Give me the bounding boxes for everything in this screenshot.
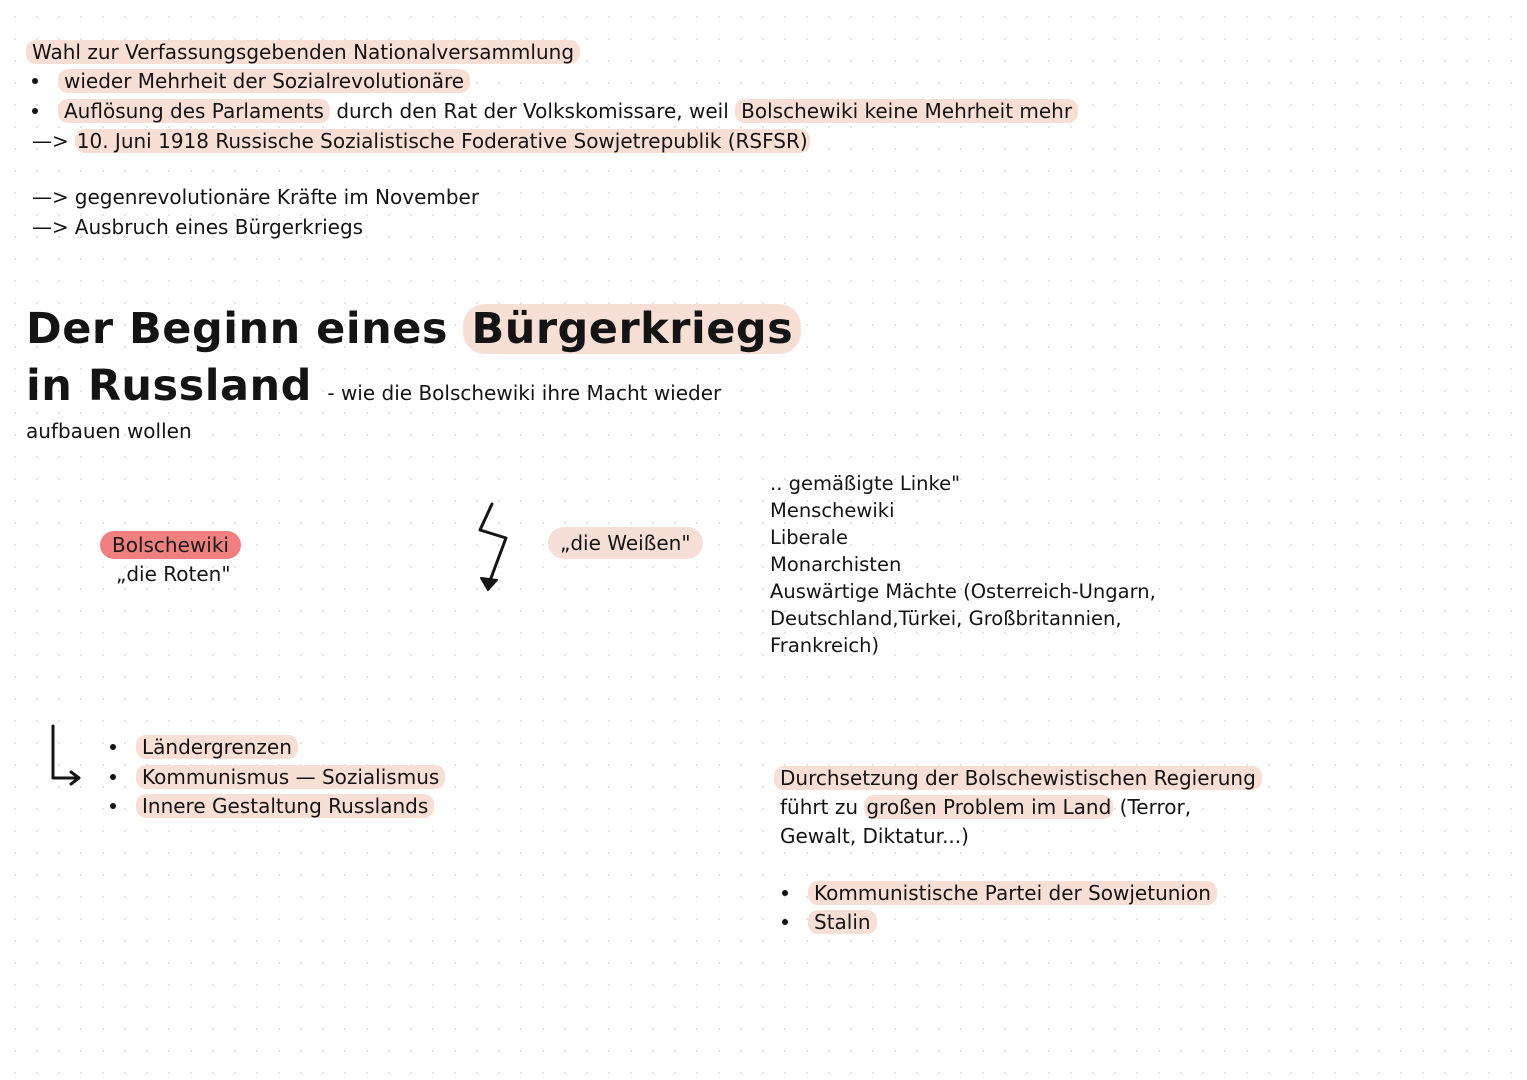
consequence-2 [32, 212, 363, 242]
outcome-line-3: Gewalt, Diktatur...) [780, 824, 969, 848]
outcome-bullet-text: Stalin [808, 910, 877, 934]
issue-item [110, 762, 445, 792]
outcome-line-2-highlight: großen Problem im Land [866, 795, 1112, 819]
whites-label [548, 528, 703, 558]
section-title-part-1: Der Beginn eines [26, 304, 464, 354]
outcome-line-2 [780, 792, 1191, 822]
intro-bullet-1-text: wieder Mehrheit der Sozialrevolutionäre [58, 69, 470, 93]
bullet-dot-icon [110, 744, 116, 750]
issue-item-text: Ländergrenzen [136, 735, 298, 759]
arrow-right-icon: —> [32, 215, 69, 239]
whites-member: Menschewiki [770, 499, 895, 522]
outcome-line-1 [774, 763, 1262, 793]
intro-arrow-line [32, 126, 810, 156]
intro-bullet-2-highlight-end: Bolschewiki keine Mehrheit mehr [735, 99, 1078, 123]
whites-badge: „die Weißen" [548, 527, 703, 559]
section-title-highlight: Bürgerkriegs [463, 304, 801, 354]
outcome-bullet [782, 907, 877, 937]
section-subtitle-line-2: aufbauen wollen [26, 419, 192, 443]
section-title-line-2-text: in Russland [26, 361, 312, 411]
outcome-line-2-post: (Terror, [1113, 795, 1192, 819]
issue-item-text: Kommunismus — Sozialismus [136, 765, 445, 789]
intro-arrow-line-text: 10. Juni 1918 Russische Sozialistische Foderative Sowjetrepublik (RSFSR) [76, 129, 808, 153]
bullet-dot-icon [32, 108, 38, 114]
intro-bullet-2-highlight-start: Auflösung des Parlaments [58, 99, 330, 123]
consequence-2-text: Ausbruch eines Bürgerkriegs [74, 215, 364, 239]
section-title-line-2 [26, 357, 721, 422]
whites-member: .. gemäßigte Linke" [770, 472, 961, 495]
reds-label [100, 530, 241, 560]
reds-sub: „die Roten" [116, 562, 231, 586]
bullet-dot-icon [782, 890, 788, 896]
outcome-line-2-pre: führt zu [780, 795, 865, 819]
whites-members-list [770, 470, 1156, 659]
consequence-1-text: gegenrevolutionäre Kräfte im November [74, 185, 480, 209]
whites-member: Frankreich) [770, 634, 880, 657]
bullet-dot-icon [110, 774, 116, 780]
whites-member: Liberale [770, 526, 849, 549]
whites-member: Deutschland,Türkei, Großbritannien, [770, 607, 1122, 630]
outcome-bullet [782, 878, 1217, 908]
corner-arrow-icon [45, 722, 85, 792]
bullet-dot-icon [782, 919, 788, 925]
issue-item [110, 732, 298, 762]
outcome-bullet-text: Kommunistische Partei der Sowjetunion [808, 881, 1217, 905]
consequence-1 [32, 182, 479, 212]
bullet-dot-icon [32, 78, 38, 84]
section-subtitle: - wie die Bolschewiki ihre Macht wieder [327, 381, 722, 405]
issue-item-text: Innere Gestaltung Russlands [136, 794, 434, 818]
intro-heading [26, 37, 580, 67]
lightning-icon [470, 500, 520, 595]
intro-bullet-2 [32, 96, 1078, 126]
arrow-right-icon: —> [32, 185, 69, 209]
section-title-line-1 [26, 300, 801, 358]
bullet-dot-icon [110, 803, 116, 809]
whites-member: Auswärtige Mächte (Osterreich-Ungarn, [770, 580, 1156, 603]
whites-member: Monarchisten [770, 553, 902, 576]
intro-heading-text: Wahl zur Verfassungsgebenden Nationalversammlung [26, 40, 580, 64]
issue-item [110, 791, 434, 821]
arrow-right-icon: —> [32, 129, 69, 153]
reds-badge: Bolschewiki [100, 531, 241, 559]
intro-bullet-1 [32, 66, 470, 96]
outcome-highlight: Durchsetzung der Bolschewistischen Regierung [774, 766, 1262, 790]
intro-bullet-2-middle: durch den Rat der Volkskomissare, weil [329, 99, 736, 123]
